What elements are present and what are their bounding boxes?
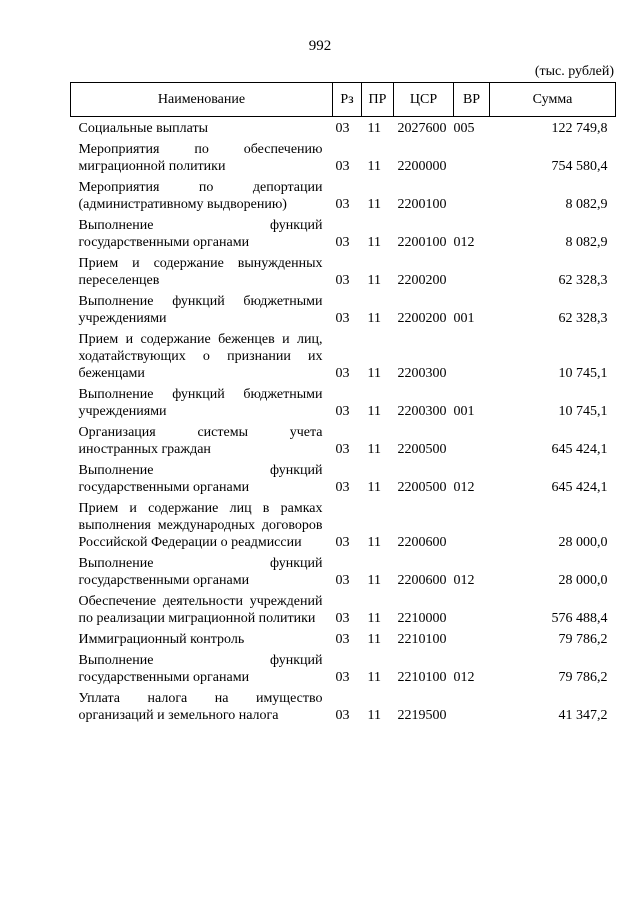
row-vr: 012	[453, 235, 475, 250]
table-row	[71, 652, 616, 690]
row-sum: 10 745,1	[558, 366, 608, 381]
row-pr: 11	[367, 197, 381, 212]
budget-table	[70, 82, 616, 728]
row-rz: 03	[335, 404, 350, 419]
row-vr: 001	[453, 404, 475, 419]
row-vr	[454, 593, 490, 631]
row-sum: 41 347,2	[558, 708, 608, 723]
header-pr: ПР	[362, 83, 394, 117]
row-rz: 03	[335, 480, 350, 495]
table-row	[71, 462, 616, 500]
row-pr: 11	[367, 573, 381, 588]
row-vr	[454, 500, 490, 555]
row-sum: 122 749,8	[551, 121, 608, 136]
table-row	[71, 255, 616, 293]
row-name: Обеспечение деятельности учреждений по реализации миграционной политики	[78, 594, 323, 626]
row-rz: 03	[335, 159, 350, 174]
row-sum: 79 786,2	[558, 632, 608, 647]
row-name: Выполнение функций государственными органами	[78, 556, 323, 588]
row-name: Прием и содержание лиц в рамках выполнения международных договоров Российской Федерации о реадмиссии	[78, 501, 323, 550]
row-name: Социальные выплаты	[78, 121, 209, 136]
row-csr: 2210100	[397, 632, 447, 647]
header-rz: Рз	[333, 83, 362, 117]
table-row	[71, 424, 616, 462]
row-csr: 2210100	[397, 670, 447, 685]
row-sum: 754 580,4	[551, 159, 608, 174]
row-name: Выполнение функций государственными органами	[78, 653, 323, 685]
row-name: Выполнение функций бюджетными учреждениями	[78, 387, 323, 419]
row-rz: 03	[335, 670, 350, 685]
row-vr	[454, 179, 490, 217]
row-name: Уплата налога на имущество организаций и земельного налога	[78, 691, 323, 723]
row-vr: 012	[453, 480, 475, 495]
page-number: 992	[308, 38, 332, 54]
row-name: Выполнение функций государственными органами	[78, 218, 323, 250]
row-sum: 10 745,1	[558, 404, 608, 419]
row-pr: 11	[367, 480, 381, 495]
row-vr: 001	[453, 311, 475, 326]
header-sum: Сумма	[490, 83, 616, 117]
row-csr: 2200500	[397, 480, 447, 495]
row-name: Выполнение функций государственными органами	[78, 463, 323, 495]
row-vr	[454, 141, 490, 179]
header-csr: ЦСР	[394, 83, 454, 117]
row-name: Мероприятия по обеспечению миграционной политики	[78, 142, 323, 174]
table-row	[71, 631, 616, 652]
row-rz: 03	[335, 708, 350, 723]
units-label: (тыс. рублей)	[534, 64, 614, 79]
row-sum: 576 488,4	[551, 611, 608, 626]
row-pr: 11	[367, 670, 381, 685]
row-vr: 012	[453, 573, 475, 588]
row-rz: 03	[335, 311, 350, 326]
table-header	[71, 83, 616, 117]
row-rz: 03	[335, 442, 350, 457]
row-sum: 28 000,0	[558, 573, 608, 588]
row-rz: 03	[335, 611, 350, 626]
row-sum: 62 328,3	[558, 311, 608, 326]
table-row	[71, 217, 616, 255]
row-csr: 2027600	[397, 121, 447, 136]
row-name: Прием и содержание беженцев и лиц, ходатайствующих о признании их беженцами	[78, 332, 323, 381]
row-pr: 11	[367, 311, 381, 326]
row-sum: 79 786,2	[558, 670, 608, 685]
row-csr: 2210000	[397, 611, 447, 626]
row-vr	[454, 690, 490, 728]
row-pr: 11	[367, 159, 381, 174]
table-row	[71, 141, 616, 179]
row-vr: 012	[453, 670, 475, 685]
row-rz: 03	[335, 573, 350, 588]
row-rz: 03	[335, 121, 350, 136]
table-row	[71, 293, 616, 331]
row-rz: 03	[335, 366, 350, 381]
row-sum: 645 424,1	[551, 442, 608, 457]
table-body	[71, 117, 616, 729]
table-row	[71, 331, 616, 386]
row-pr: 11	[367, 442, 381, 457]
row-pr: 11	[367, 235, 381, 250]
row-vr	[454, 331, 490, 386]
row-sum: 8 082,9	[565, 235, 608, 250]
row-pr: 11	[367, 404, 381, 419]
row-pr: 11	[367, 535, 381, 550]
row-rz: 03	[335, 235, 350, 250]
row-csr: 2200600	[397, 573, 447, 588]
row-vr	[454, 255, 490, 293]
row-csr: 2200100	[397, 235, 447, 250]
row-pr: 11	[367, 611, 381, 626]
row-vr	[454, 424, 490, 462]
row-pr: 11	[367, 121, 381, 136]
row-name: Прием и содержание вынужденных переселенцев	[78, 256, 323, 288]
row-csr: 2219500	[397, 708, 447, 723]
row-pr: 11	[367, 273, 381, 288]
table-row	[71, 555, 616, 593]
row-csr: 2200300	[397, 404, 447, 419]
row-csr: 2200600	[397, 535, 447, 550]
row-csr: 2200200	[397, 273, 447, 288]
row-rz: 03	[335, 273, 350, 288]
row-name: Иммиграционный контроль	[78, 632, 245, 647]
row-rz: 03	[335, 197, 350, 212]
table-row	[71, 690, 616, 728]
row-sum: 8 082,9	[565, 197, 608, 212]
row-csr: 2200500	[397, 442, 447, 457]
row-csr: 2200200	[397, 311, 447, 326]
row-pr: 11	[367, 366, 381, 381]
table-row	[71, 117, 616, 142]
row-rz: 03	[335, 535, 350, 550]
row-name: Организация системы учета иностранных граждан	[78, 425, 323, 457]
row-rz: 03	[335, 632, 350, 647]
row-name: Мероприятия по депортации (административному выдворению)	[78, 180, 323, 212]
table-row	[71, 179, 616, 217]
row-pr: 11	[367, 708, 381, 723]
row-sum: 645 424,1	[551, 480, 608, 495]
table-row	[71, 386, 616, 424]
row-sum: 28 000,0	[558, 535, 608, 550]
row-vr: 005	[453, 121, 475, 136]
header-vr: ВР	[454, 83, 490, 117]
row-sum: 62 328,3	[558, 273, 608, 288]
row-name: Выполнение функций бюджетными учреждениями	[78, 294, 323, 326]
table-row	[71, 500, 616, 555]
row-csr: 2200000	[397, 159, 447, 174]
row-csr: 2200300	[397, 366, 447, 381]
row-pr: 11	[367, 632, 381, 647]
row-csr: 2200100	[397, 197, 447, 212]
header-name: Наименование	[71, 83, 333, 117]
table-row	[71, 593, 616, 631]
row-vr	[454, 631, 490, 652]
